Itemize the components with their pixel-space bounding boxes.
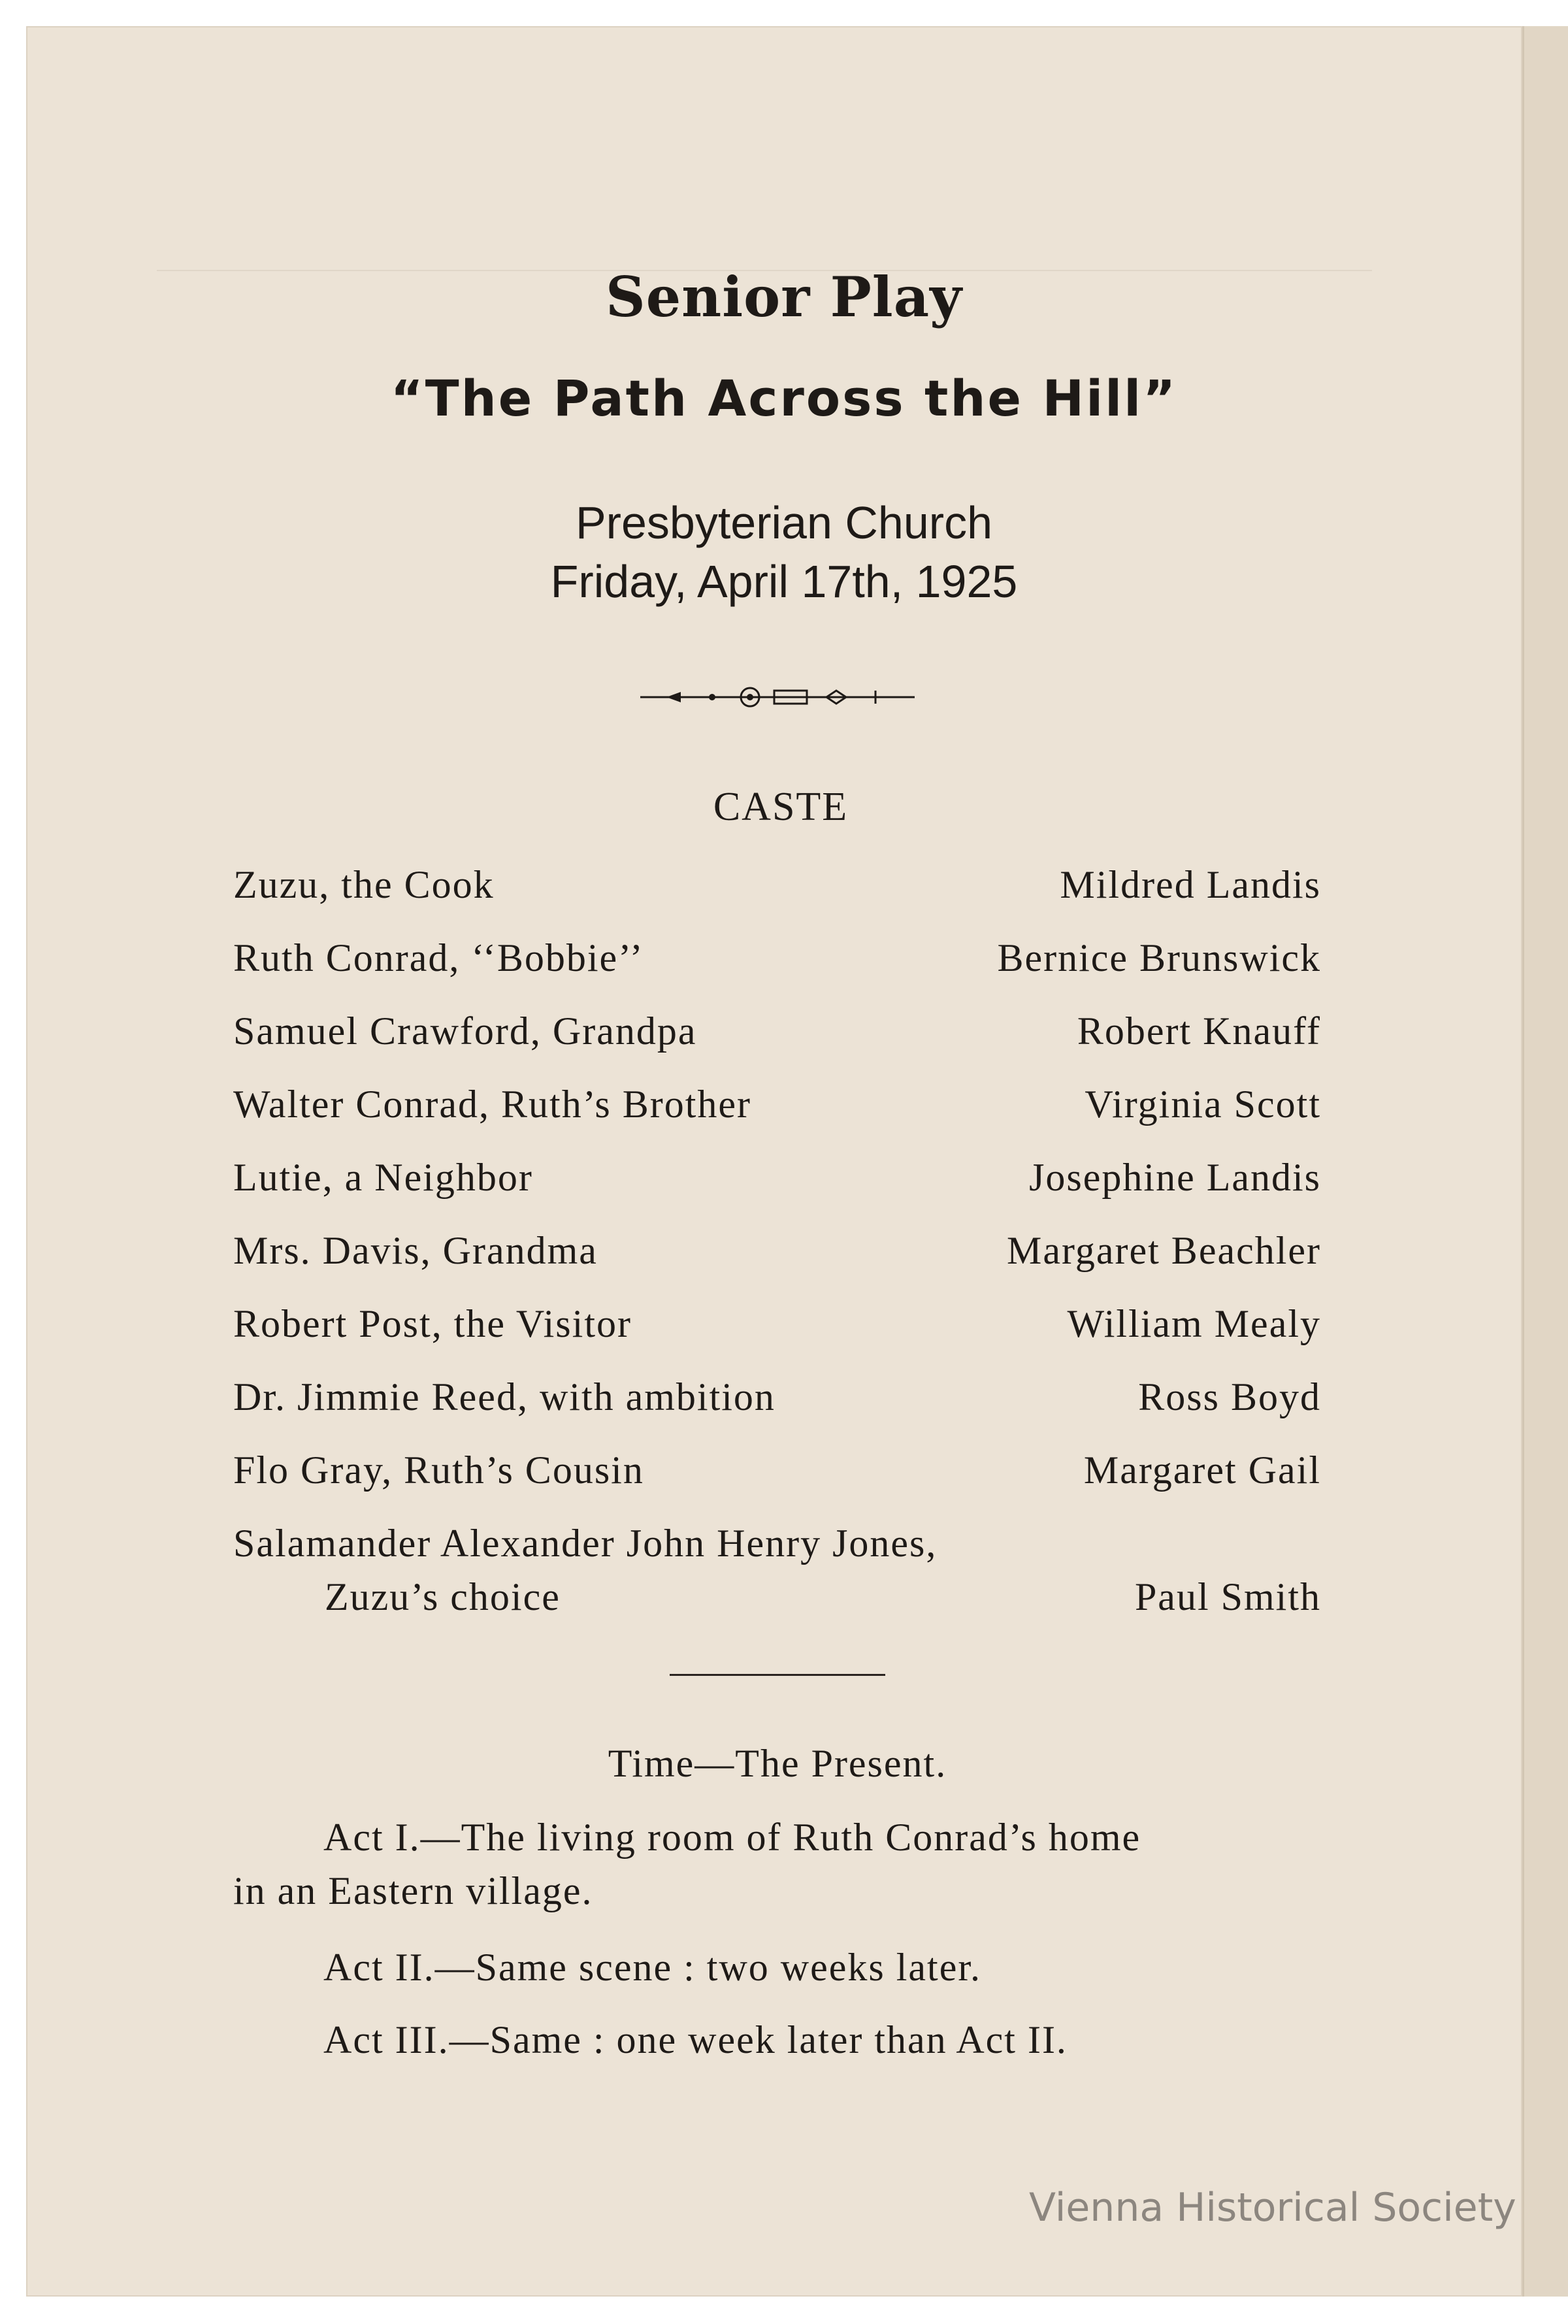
play-title: “The Path Across the Hill” — [390, 369, 1178, 427]
cast-role-continuation: Zuzu’s choice — [325, 1575, 561, 1618]
act-one-description-continued: in an Eastern village. — [233, 1869, 593, 1912]
cast-row — [233, 1301, 1321, 1375]
time-setting: Time—The Present. — [608, 1742, 947, 1785]
cast-actor: Mildred Landis — [1060, 863, 1321, 906]
cast-row — [233, 1082, 1321, 1155]
cast-actor: Robert Knauff — [1077, 1009, 1321, 1053]
cast-row — [233, 1009, 1321, 1082]
cast-row — [233, 1448, 1321, 1521]
watermark: Vienna Historical Society — [1029, 2185, 1516, 2231]
cast-role: Mrs. Davis, Grandma — [233, 1229, 598, 1272]
cast-actor: Ross Boyd — [1138, 1375, 1321, 1418]
cast-row-last — [233, 1521, 1321, 1632]
cast-actor: Virginia Scott — [1085, 1083, 1321, 1126]
cast-role: Salamander Alexander John Henry Jones, — [233, 1522, 938, 1565]
program-heading: Senior Play — [606, 265, 962, 329]
cast-actor: Margaret Beachler — [1007, 1229, 1321, 1272]
cast-role: Flo Gray, Ruth’s Cousin — [233, 1448, 644, 1492]
cast-actor: Bernice Brunswick — [997, 936, 1321, 979]
cast-row — [233, 936, 1321, 1009]
cast-row — [233, 862, 1321, 936]
venue: Presbyterian Church — [575, 497, 993, 548]
cast-role: Robert Post, the Visitor — [233, 1302, 632, 1345]
cast-actor: Paul Smith — [1134, 1575, 1321, 1618]
caste-heading: CASTE — [713, 785, 849, 829]
cast-role: Walter Conrad, Ruth’s Brother — [233, 1083, 752, 1126]
page-fold-edge — [1522, 26, 1568, 2297]
cast-row — [233, 1155, 1321, 1228]
section-divider — [670, 1674, 885, 1676]
cast-actor: William Mealy — [1067, 1302, 1321, 1345]
cast-role: Lutie, a Neighbor — [233, 1156, 533, 1199]
cast-actor: Margaret Gail — [1083, 1448, 1321, 1492]
cast-role: Ruth Conrad, ‘‘Bobbie’’ — [233, 936, 644, 979]
performance-date: Friday, April 17th, 1925 — [550, 556, 1018, 607]
ornament-divider-icon — [640, 683, 915, 712]
cast-role: Dr. Jimmie Reed, with ambition — [233, 1375, 776, 1418]
cast-list — [233, 862, 1321, 1632]
cast-role: Zuzu, the Cook — [233, 863, 495, 906]
act-two-description: Act II.—Same scene : two weeks later. — [323, 1946, 982, 1989]
act-three-description: Act III.—Same : one week later than Act II. — [323, 2018, 1068, 2061]
act-one-description: Act I.—The living room of Ruth Conrad’s home — [323, 1816, 1141, 1859]
cast-row — [233, 1375, 1321, 1448]
cast-role: Samuel Crawford, Grandpa — [233, 1009, 697, 1053]
cast-row — [233, 1228, 1321, 1301]
cast-actor: Josephine Landis — [1029, 1156, 1321, 1199]
